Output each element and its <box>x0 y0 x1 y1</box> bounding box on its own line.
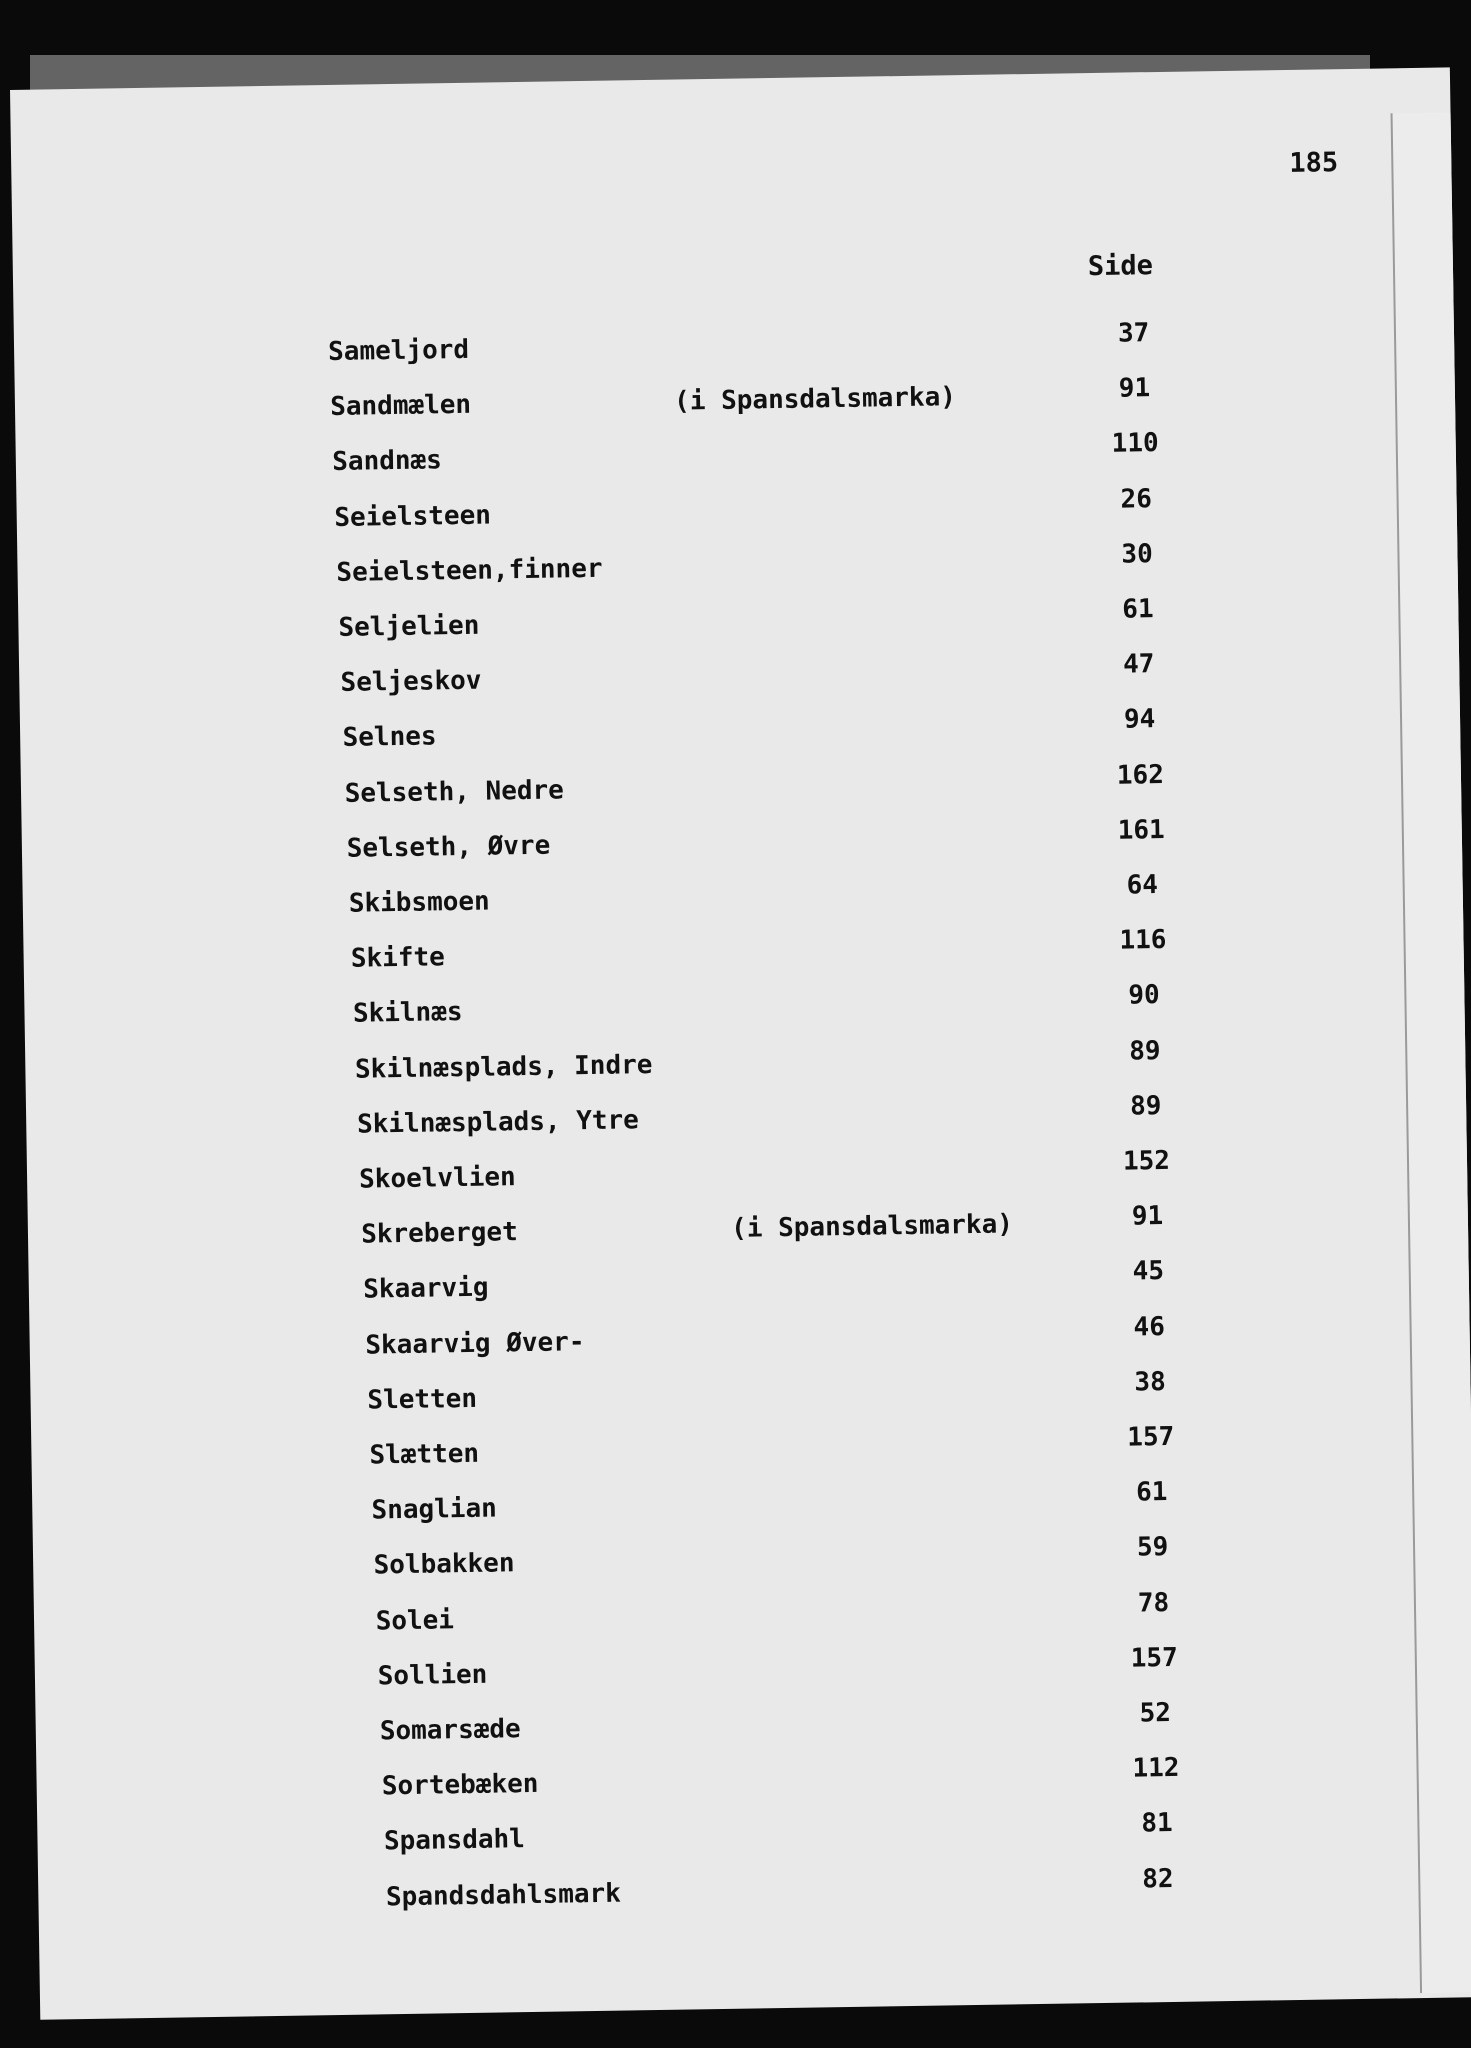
entry-name: Seielsteen <box>334 500 492 533</box>
entry-name: Skilnæs <box>352 997 463 1030</box>
entry-page: 61 <box>1122 594 1154 625</box>
index-entry <box>363 1256 1264 1315</box>
entry-name: Sortebæken <box>381 1769 539 1802</box>
entry-name: Sandmælen <box>329 389 472 423</box>
entry-page: 52 <box>1139 1697 1172 1729</box>
entry-name: Seielsteen,finner <box>336 553 603 588</box>
index-entry <box>354 1035 1256 1094</box>
index-entry <box>356 1090 1258 1149</box>
entry-page: 161 <box>1117 814 1165 846</box>
entry-page: 82 <box>1141 1863 1174 1895</box>
index-entry <box>348 870 1250 929</box>
entry-name: Sameljord <box>327 334 470 368</box>
entry-page: 26 <box>1120 483 1153 515</box>
entry-name: Skaarvig Øver- <box>365 1326 585 1361</box>
index-entry <box>327 318 1229 377</box>
index-entry <box>375 1587 1276 1646</box>
index-entry <box>352 980 1254 1039</box>
index-entry <box>340 649 1241 708</box>
entry-page: 61 <box>1135 1477 1168 1508</box>
entry-page: 89 <box>1128 1035 1161 1067</box>
entry-page: 59 <box>1136 1532 1169 1563</box>
document-page <box>10 67 1471 2019</box>
index-entry <box>369 1421 1270 1480</box>
entry-page: 37 <box>1117 318 1150 349</box>
entry-name: Somarsæde <box>379 1714 521 1747</box>
entry-page: 30 <box>1121 538 1153 570</box>
entry-name: Sletten <box>367 1383 478 1416</box>
entry-page: 47 <box>1122 649 1155 680</box>
index-entry <box>338 594 1239 653</box>
entry-name: Slætten <box>369 1438 480 1471</box>
index-entry <box>334 483 1235 542</box>
index-entry <box>336 538 1237 598</box>
entry-name: Solbakken <box>373 1548 515 1581</box>
index-entry <box>360 1201 1262 1260</box>
scan-right-edge <box>1391 112 1471 1993</box>
entry-page: 94 <box>1123 704 1156 735</box>
entry-page: 90 <box>1128 980 1160 1011</box>
entry-name: Seljeskov <box>340 665 482 699</box>
index-entry <box>377 1642 1279 1701</box>
entry-name: Selseth, Nedre <box>344 774 565 809</box>
page-number: 185 <box>1289 147 1339 179</box>
entry-page: 110 <box>1111 428 1159 460</box>
entry-page: 162 <box>1116 759 1165 791</box>
entry-name: Sandnæs <box>332 445 443 478</box>
entry-note: (i Spansdalsmarka) <box>730 1209 1014 1244</box>
entry-name: Skaarvig <box>363 1273 489 1305</box>
entry-page: 152 <box>1122 1145 1171 1177</box>
index-entry <box>381 1753 1283 1811</box>
index-entry <box>365 1311 1266 1370</box>
index-entry <box>385 1863 1287 1922</box>
entry-page: 81 <box>1141 1808 1173 1839</box>
entry-note: (i Spansdalsmarka) <box>673 382 957 417</box>
entry-page: 157 <box>1130 1642 1178 1674</box>
entry-page: 38 <box>1134 1366 1166 1398</box>
entry-name: Snaglian <box>371 1493 498 1526</box>
index-entry <box>373 1532 1274 1591</box>
index-entry <box>344 759 1245 818</box>
index-entry <box>379 1697 1281 1756</box>
index-entry <box>346 814 1248 873</box>
entry-name: Spandsdahlsmark <box>385 1878 622 1912</box>
entry-name: Selnes <box>342 721 437 754</box>
index-entry <box>342 704 1243 763</box>
index-entry <box>329 373 1231 432</box>
entry-name: Selseth, Øvre <box>346 830 551 864</box>
entry-name: Skilnæsplads, Indre <box>354 1049 653 1085</box>
entry-page: 91 <box>1118 373 1151 404</box>
entry-name: Skoelvlien <box>358 1162 516 1195</box>
entry-page: 116 <box>1119 925 1167 956</box>
entry-page: 64 <box>1126 870 1159 901</box>
entry-page: 157 <box>1127 1421 1175 1453</box>
entry-page: 78 <box>1137 1587 1170 1619</box>
entry-page: 91 <box>1131 1201 1164 1232</box>
index-entry <box>383 1808 1285 1867</box>
entry-name: Skifte <box>350 942 446 974</box>
entry-name: Seljelien <box>338 610 480 643</box>
entry-page: 112 <box>1132 1753 1180 1784</box>
entry-page: 46 <box>1133 1311 1166 1343</box>
entry-name: Skreberget <box>360 1217 518 1250</box>
entry-name: Spansdahl <box>383 1824 526 1857</box>
entry-name: Skibsmoen <box>348 886 490 919</box>
entry-page: 89 <box>1129 1090 1162 1122</box>
index-entry <box>371 1477 1272 1536</box>
column-header-side: Side <box>1087 250 1154 283</box>
entry-page: 45 <box>1132 1256 1165 1287</box>
index-entry <box>332 428 1233 487</box>
index-entry <box>350 925 1252 984</box>
index-entry <box>358 1145 1260 1205</box>
entry-name: Skilnæsplads, Ytre <box>356 1105 640 1140</box>
entry-name: Solei <box>375 1604 455 1637</box>
index-entry <box>367 1366 1268 1425</box>
entry-name: Sollien <box>377 1659 488 1692</box>
